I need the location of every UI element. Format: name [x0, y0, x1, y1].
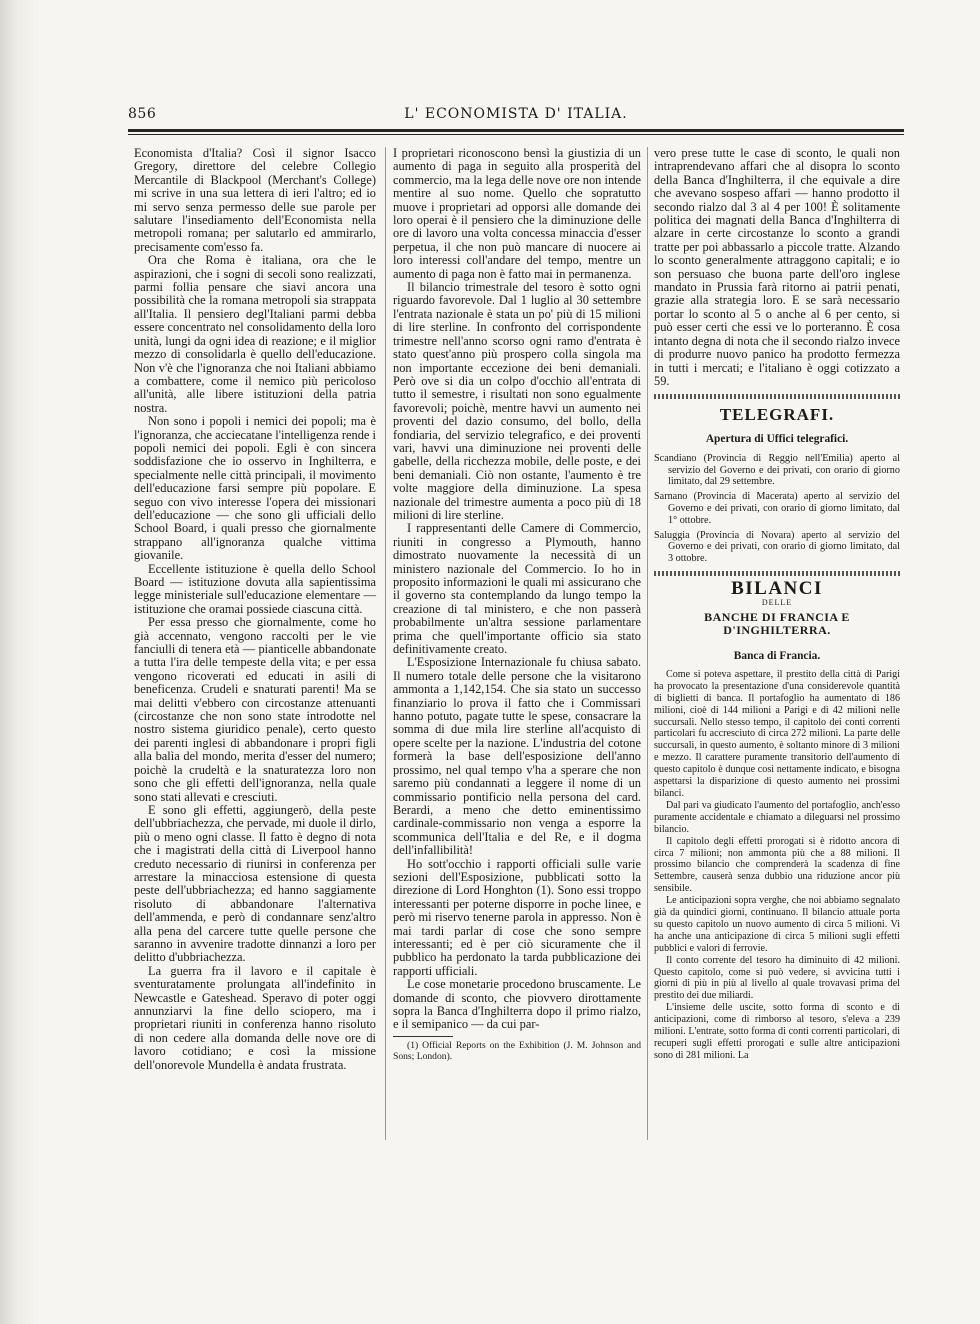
- page-number: 856: [128, 106, 157, 122]
- column-3: [654, 147, 900, 1062]
- paragraph: Le cose monetarie procedono bruscamente. Le domande di sconto, che piovvero dirottamente sopra la Banca d'Inghilterra dopo il primo rialzo, e il semipanico — da cui par-: [393, 977, 641, 1032]
- paragraph: E sono gli effetti, aggiungerò, della peste dell'ubbriachezza, che pervade, mi duole il dirlo, più o meno ogni classe. Il fatto è degno di nota che i magistrati della città di Liverpool hanno creduto necessario di riunirsi in conferenza per arrestare la minacciosa estensione di questa peste dell'ubbriachezza; ed hanno saggiamente risoluto di abbandonare l'alternativa dell'ammenda, e però di condannare senz'altro alla pena del carcere tutte quelle persone che saranno in avvenire tradotte dinnanzi a loro per delitto d'ubbriachezza.: [134, 802, 376, 965]
- header-rule-thick: [128, 129, 904, 132]
- page-edge-shadow: [0, 0, 40, 1324]
- paragraph: Non sono i popoli i nemici dei popoli; ma è l'ignoranza, che acciecatane l'intelligenza rende i popoli nemici dei popoli. Egli è con sincera soddisfazione che io osservo in Inghilterra, e specialmente nelle città principali, il movimento dell'educazione farsi sempre più popolare. E seguo con vivo interesse l'opera dei missionari dell'educazione — che sono gli ufficiali dello School Board, i quali presso che giornalmente strappano all'ignoranza qualche vittima giovanile.: [134, 414, 376, 563]
- telegrafi-entry: Saluggia (Provincia di Novara) aperto al servizio del Governo e dei privati, con orario di giorno limitato, dal 3 ottobre.: [654, 529, 900, 565]
- telegrafi-entry: Scandiano (Provincia di Reggio nell'Emilia) aperto al servizio del Governo e dei privati, con orario di giorno limitato, dal 29 settembre.: [654, 452, 900, 488]
- bilanci-title: BILANCI: [731, 577, 823, 599]
- paragraph: Economista d'Italia? Così il signor Isacco Gregory, direttore del celebre Collegio Mercantile di Blackpool (Merchant's College) mi scrive in una sua lettera di ieri l'altro; ed io mi servo senza permesso delle sue parole per salutare l'insediamento dell'Economista nella metropoli romana; per salutarlo ed ammirarlo, precisamente com'esso fa.: [134, 146, 376, 254]
- paragraph: vero prese tutte le case di sconto, le quali non intraprendevano affari che al disopra lo sconto della Banca d'Inghilterra, il che equivale a dire che avevano sospeso affari — hanno prodotto il secondo rialzo dal 3 al 4 per 100! È solitamente politica dei magnati della Banca d'Inghilterra di alzare in certe circostanze lo sconto a grandi tratte per poi abbassarlo a piccole tratte. Alzando lo sconto generalmente attraggono capitali; e io son persuaso che buona parte dell'oro inglese mandato in Prussia farà ritorno ai patrii penati, grazie alla strategia loro. E se sarà necessario portar lo sconto al 5 o anche al 6 per cento, si può esser certi che essi ve lo porteranno. È cosa intanto degna di nota che il secondo rialzo invece di produrre nuovo panico ha prodotto fermezza in tutti i mercati; e l'italiano è oggi cotizzato a 59.: [654, 146, 900, 388]
- footnote: (1) Official Reports on the Exhibition (J. M. Johnson and Sons; London).: [393, 1039, 641, 1062]
- paragraph: Dal pari va giudicato l'aumento del portafoglio, anch'esso puramente accidentale e chiamato a dileguarsi nel prossimo bilancio.: [654, 799, 900, 835]
- paragraph: Come si poteva aspettare, il prestito della città di Parigi ha provocato la presentazione d'una considerevole quantità di biglietti di banca. Il portafoglio ha aumentato di 186 milioni, cioè di 144 milioni a Parigi e di 42 milioni nelle succursali. Nello stesso tempo, il capitolo dei conti correnti particolari fu accresciuto di circa 272 milioni. La parte delle succursali, in questo aumento, è soltanto minore di 3 milioni e mezzo. Il carattere puramente transitorio dell'aumento di questo capitolo è dunque così nettamente indicato, e bisogna aspettarsi la disparizione di questo aumento nei prossimi bilanci.: [654, 668, 900, 799]
- paragraph: Il capitolo degli effetti prorogati si è ridotto ancora di circa 7 milioni; non ammonta più che a 88 milioni. Il prossimo bilancio che comprenderà la scadenza di fine Settembre, causerà senza dubbio una riduzione ancor più sensibile.: [654, 835, 900, 895]
- telegrafi-list: [654, 453, 900, 565]
- header-rule-thin: [128, 134, 904, 135]
- page-header: [128, 104, 904, 128]
- paragraph: Le anticipazioni sopra verghe, che noi abbiamo segnalato già da quindici giorni, continuano. Il bilancio attuale porta su questo capitolo un nuovo aumento di circa 5 milioni. Vi ha anche una anticipazione di circa 5 milioni sugli effetti pubblici e valori di ferrovie.: [654, 895, 900, 954]
- bilanci-connector: DELLE: [761, 598, 793, 608]
- paragraph: I rappresentanti delle Camere di Commercio, riuniti in congresso a Plymouth, hanno dimostrato nuovamente la necessità di un ministero nazionale del Commercio. Io ho in proposito informazioni le quali mi assicurano che il governo sta contemplando da lungo tempo la creazione di tal ministero, e che non passerà probabilmente un'altra sessione parlamentare prima che quell'importante officio sia stato definitivamente creato.: [393, 521, 641, 657]
- paragraph: Eccellente istituzione è quella dello School Board — istituzione dovuta alla sapientissima legge ministeriale sull'educazione elementare — istituzione che oramai possiede ciascuna città.: [134, 561, 376, 616]
- column-divider: [385, 147, 386, 1140]
- section-divider: [654, 394, 900, 399]
- footnote-rule: [393, 1036, 453, 1037]
- paragraph: La guerra fra il lavoro e il capitale è sventuratamente prolungata all'indefinito in Newcastle e Gateshead. Speravo di poter oggi annunziarvi la fine dello sciopero, ma i proprietari riuniti in conferenza hanno risoluto di non cedere alla domanda delle nove ore di lavoro cotidiano; e così la missione dell'onorevole Mundella è andata frustrata.: [134, 963, 376, 1072]
- paragraph: I proprietari riconoscono bensì la giustizia di un aumento di paga in seguito alla prosperità del commercio, ma la lega delle nove ore non intende mentire al suo nome. Quello che sopratutto muove i proprietari ad opporsi alle domande dei loro operai è il pensiero che la diminuzione delle ore di lavoro una volta concessa minaccia d'esser perpetua, il che non può mancare di nuocere ai loro interessi coll'andare del tempo, mentre un aumento di paga non è fatto mai in permanenza.: [393, 146, 641, 281]
- bilanci-body: [654, 669, 900, 1062]
- column-divider: [647, 147, 648, 1140]
- paragraph: L'Esposizione Internazionale fu chiusa sabato. Il numero totale delle persone che la visitarono ammonta a 1,142,154. Che sia stato un successo finanziario lo prova il fatto che i Commissari hanno potuto, pagate tutte le spese, consacrare la somma di due mila lire sterline all'acquisto di opere scelte per la nazione. L'industria del cotone formerà la base dell'esposizione dell'anno prossimo, nel qual tempo v'ha a sperare che non saremo più condannati a leggere il nome di un commissario pontificio nella persona del card. Berardi, a meno che detto eminentissimo cardinale-commissario non venga a esporre la scommunica dell'Italia e del Re, e il dogma dell'infallibilità!: [393, 655, 641, 858]
- paragraph: Ho sott'occhio i rapporti officiali sulle varie sezioni dell'Esposizione, pubblicati sotto la direzione di Lord Honghton (1). Sono essi troppo interessanti per poterne disporre in poche linee, e però mi riservo tenerne parola in appresso. Non è mai tardi parlar di cose che sono sempre interessanti; ed è per ciò sicuramente che il pubblico ha perdonato la tarda pubblicazione dei rapporti ufficiali.: [393, 856, 641, 978]
- banca-francia-heading: Banca di Francia.: [733, 649, 821, 662]
- paragraph: Il bilancio trimestrale del tesoro è sotto ogni riguardo favorevole. Dal 1 luglio al 30 settembre l'entrata nazionale è stata un po' più di 15 milioni di lire sterline. In confronto del corrispondente trimestre nell'anno scorso ogni ramo d'entrata è stato quest'anno più prospero colla singola ma non importante eccezione dei beni demaniali. Però ove si dia un colpo d'occhio all'entrata di tutto il semestre, i risultati non sono egualmente favorevoli; poichè, mentre havvi un aumento nei proventi del dazio consumo, del bollo, della fondiaria, del servizio telegrafico, e dei proventi vari, havvi una diminuzione nei proventi delle gabelle, della ricchezza mobile, delle poste, e dei beni demaniali. Ciò non ostante, l'aumento è tre volte maggiore della diminuzione. La spesa nazionale del trimestre aumenta a poco più di 18 milioni di lire sterline.: [393, 280, 641, 522]
- paragraph: Il conto corrente del tesoro ha diminuito di 42 milioni. Questo capitolo, come si può vedere, si avvicina tutti i giorni di più in più al livello al quale trovavasi prima del prestito dei due miliardi.: [654, 954, 900, 1002]
- paragraph: Per essa presso che giornalmente, come ho già accennato, vengono raccolti per le vie fanciulli di tenera età — pianticelle abbandonate a tutta l'ira delle tempeste della vita; e per essa vengono ricoverati ed educati in asili di beneficenza. Crudeli e snaturati parenti! Ma se mai delitti v'ebbero con circostanze attenuanti (circostanze che non sono state introdotte nel nostro sistema giuridico penale), certo questo dei parenti inglesi di abbandonare i propri figli alla balìa del mondo, merita d'esser del numero; poichè la crudeltà e la snaturatezza loro non sono che gli effetti dell'ignoranza, nella quale sono stati allevati e cresciuti.: [134, 615, 376, 804]
- paragraph: L'insieme delle uscite, sotto forma di sconto e di anticipazioni, come di rimborso al tesoro, s'eleva a 239 milioni. L'entrate, sotto forma di conti correnti particolari, di recuperi sugli effetti prorogati e sulle altre anticipazioni sono di 281 milioni. La: [654, 1002, 900, 1061]
- telegrafi-subtitle: Apertura di Uffici telegrafici.: [705, 433, 849, 446]
- bilanci-subtitle: BANCHE DI FRANCIA E D'INGHILTERRA.: [704, 609, 850, 638]
- telegrafi-entry: Sarnano (Provincia di Macerata) aperto al servizio del Governo e dei privati, con orario di giorno limitato, dal 1° ottobre.: [654, 491, 900, 526]
- column-2: [393, 147, 641, 1062]
- section-divider: [654, 571, 900, 576]
- column-1: [134, 147, 376, 1072]
- running-title: L' ECONOMISTA D' ITALIA.: [404, 106, 628, 122]
- paragraph: Ora che Roma è italiana, ora che le aspirazioni, che i sogni di secoli sono realizzati, parmi follia pensare che siavi ancora una possibilità che la romana metropoli sia strappata all'Italia. Il pensiero degl'Italiani parmi debba essere concentrato nel consolidamento della loro unità, lungi da ogni idea di reazione; e il miglior mezzo di consolidarla è quello dell'educazione. Non v'è che l'ignoranza che noi Italiani abbiamo a combattere, come il nemico più pericoloso all'unità, alle libere istituzioni della patria nostra.: [134, 253, 376, 415]
- telegrafi-title: TELEGRAFI.: [719, 405, 835, 425]
